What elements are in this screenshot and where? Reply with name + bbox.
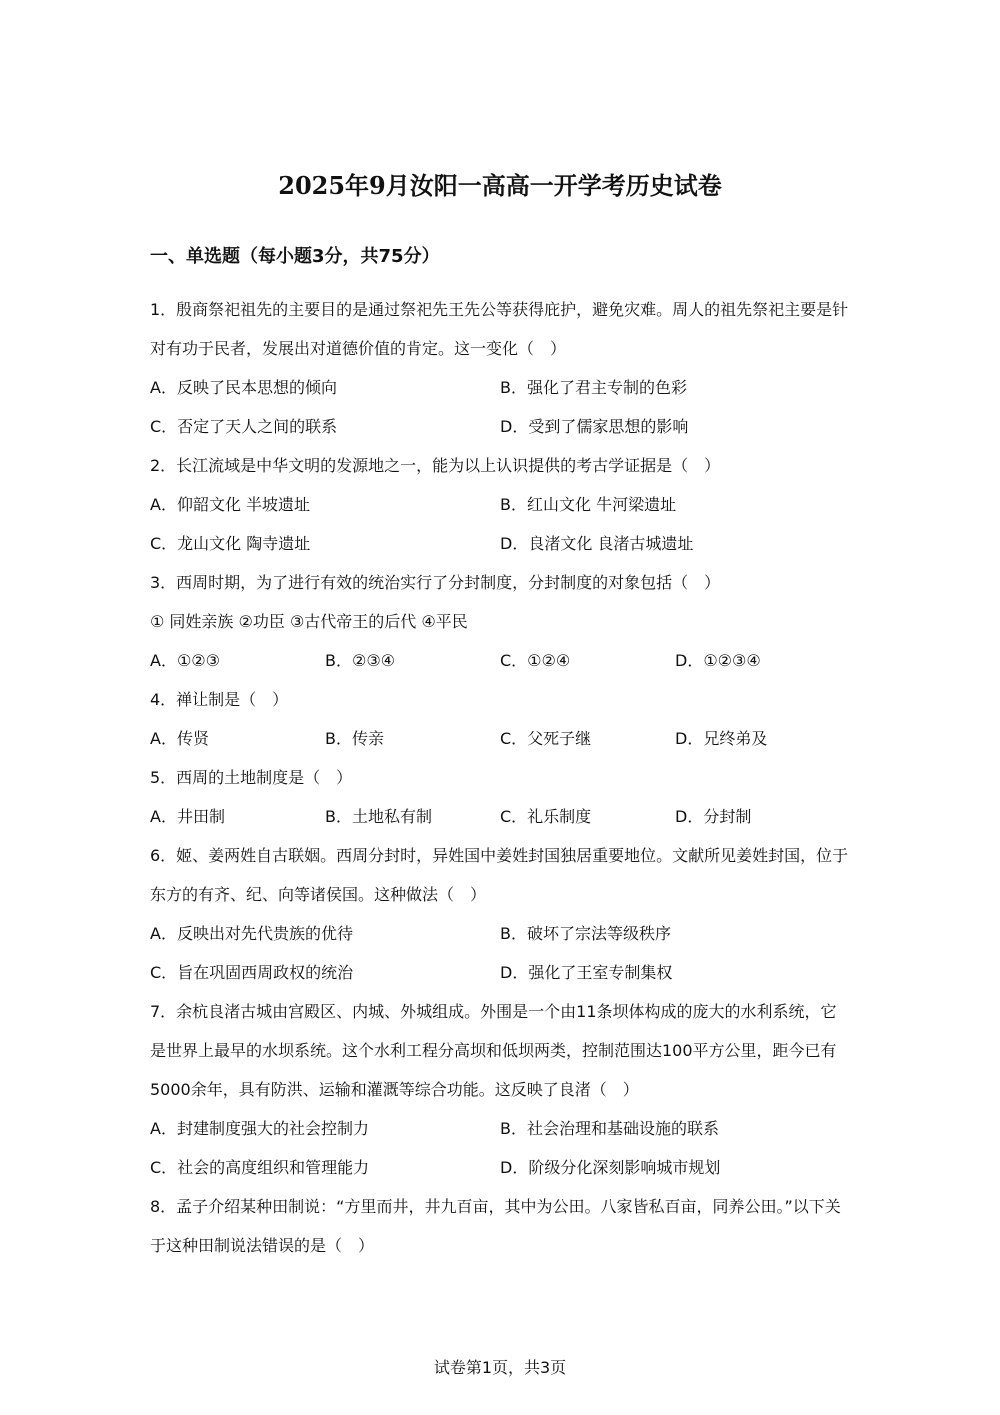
option-group: [150, 797, 852, 836]
option-b: B．社会治理和基础设施的联系: [500, 1119, 719, 1138]
option-group: [150, 368, 852, 446]
question-sub-items: ① 同姓亲族 ②功臣 ③古代帝王的后代 ④平民: [150, 612, 468, 631]
question-6: [150, 836, 852, 992]
question-3: [150, 563, 852, 680]
question-stem: 8．孟子介绍某种田制说：“方里而井，井九百亩，其中为公田。八家皆私百亩，同养公田。”以下关于这种田制说法错误的是（ ）: [150, 1197, 841, 1255]
option-group: [150, 485, 852, 563]
option-c: C．①②④: [500, 651, 571, 670]
option-a: A．传贤: [150, 729, 209, 748]
option-c: C．父死子继: [500, 729, 592, 748]
option-b: B．传亲: [325, 729, 384, 748]
question-2: [150, 446, 852, 563]
question-4: [150, 680, 852, 758]
option-c: C．社会的高度组织和管理能力: [150, 1158, 370, 1177]
option-d: D．分封制: [675, 807, 752, 826]
question-5: [150, 758, 852, 836]
option-group: [150, 914, 852, 992]
option-b: B．土地私有制: [325, 807, 432, 826]
question-8: [150, 1187, 852, 1265]
option-a: A．反映出对先代贵族的优待: [150, 924, 353, 943]
option-b: B．强化了君主专制的色彩: [500, 378, 687, 397]
question-stem: 5．西周的土地制度是（ ）: [150, 768, 353, 787]
option-c: C．龙山文化 陶寺遗址: [150, 534, 311, 553]
option-c: C．否定了天人之间的联系: [150, 417, 338, 436]
option-group: [150, 1109, 852, 1187]
question-stem: 7．余杭良渚古城由宫殿区、内城、外城组成。外围是一个由11条坝体构成的庞大的水利系统，它是世界上最早的水坝系统。这个水利工程分高坝和低坝两类，控制范围达100平方公里，距今已有5000余年，具有防洪、运输和灌溉等综合功能。这反映了良渚（ ）: [150, 1002, 837, 1099]
option-d: D．兄终弟及: [675, 729, 768, 748]
question-list: [150, 290, 852, 1265]
page-title: 2025年9月汝阳一高高一开学考历史试卷: [278, 171, 722, 200]
option-c: C．旨在巩固西周政权的统治: [150, 963, 354, 982]
option-group: [150, 719, 852, 758]
option-a: A．反映了民本思想的倾向: [150, 378, 337, 397]
question-stem: 3．西周时期，为了进行有效的统治实行了分封制度，分封制度的对象包括（ ）: [150, 573, 721, 592]
option-group: [150, 641, 852, 680]
option-a: A．仰韶文化 半坡遗址: [150, 495, 311, 514]
question-7: [150, 992, 852, 1187]
option-d: D．①②③④: [675, 651, 761, 670]
option-a: A．井田制: [150, 807, 225, 826]
section-heading: 一、单选题（每小题3分，共75分）: [150, 246, 440, 267]
question-stem: 1．殷商祭祀祖先的主要目的是通过祭祀先王先公等获得庇护，避免灾难。周人的祖先祭祀主要是针对有功于民者，发展出对道德价值的肯定。这一变化（ ）: [150, 300, 849, 358]
question-stem: 2．长江流域是中华文明的发源地之一，能为以上认识提供的考古学证据是（ ）: [150, 456, 721, 475]
option-b: B．红山文化 牛河梁遗址: [500, 495, 677, 514]
question-stem: 4．禅让制是（ ）: [150, 690, 289, 709]
option-a: A．①②③: [150, 651, 220, 670]
option-d: D．受到了儒家思想的影响: [500, 417, 689, 436]
option-b: B．破坏了宗法等级秩序: [500, 924, 671, 943]
option-d: D．强化了王室专制集权: [500, 963, 673, 982]
question-1: [150, 290, 852, 446]
option-c: C．礼乐制度: [500, 807, 592, 826]
option-a: A．封建制度强大的社会控制力: [150, 1119, 369, 1138]
page-footer: 试卷第1页，共3页: [433, 1358, 567, 1377]
question-stem: 6．姬、姜两姓自古联姻。西周分封时，异姓国中姜姓封国独居重要地位。文献所见姜姓封国，位于东方的有齐、纪、向等诸侯国。这种做法（ ）: [150, 846, 849, 904]
option-d: D．阶级分化深刻影响城市规划: [500, 1158, 721, 1177]
option-d: D．良渚文化 良渚古城遗址: [500, 534, 694, 553]
option-b: B．②③④: [325, 651, 396, 670]
